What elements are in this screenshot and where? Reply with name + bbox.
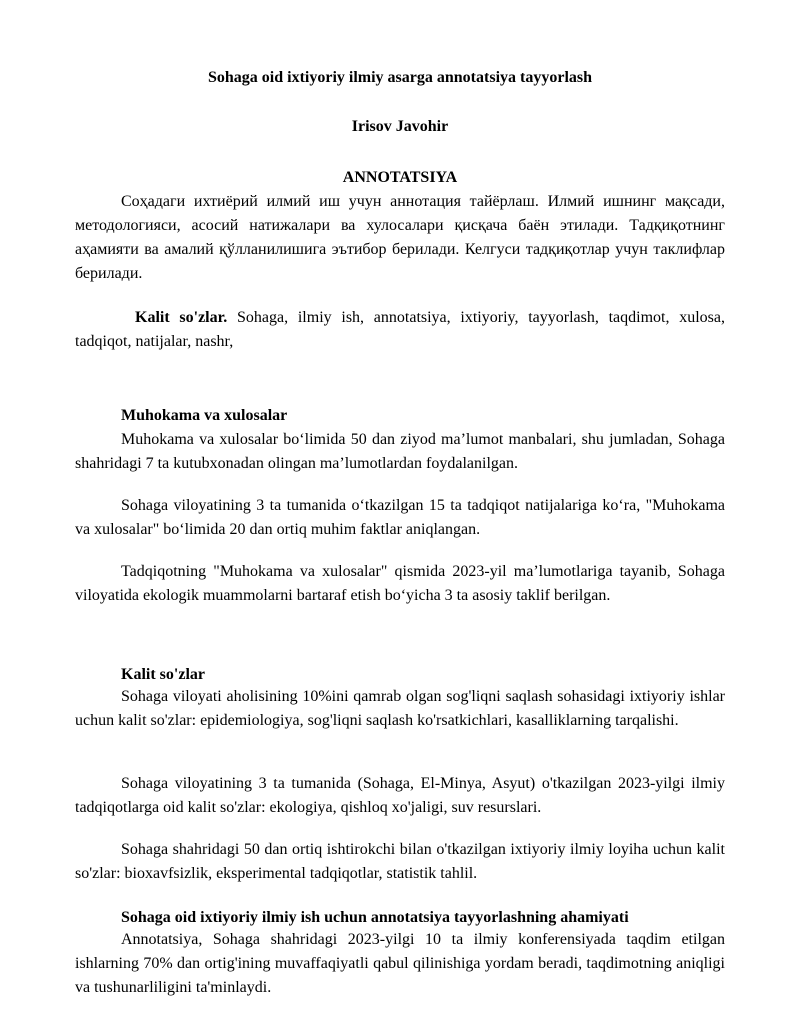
keywords-label: Kalit so'zlar. bbox=[135, 309, 228, 326]
keywords-section-paragraph: Sohaga viloyati aholisining 10%ini qamrab olgan sog'liqni saqlash sohasidagi ixtiyoriy ishlar uchun kalit so'zlar: epidemiologiya, sog'liqni saqlash ko'rsatkichlari, kasalliklarning tarqalishi. bbox=[75, 688, 725, 729]
keywords-section-paragraph: Sohaga viloyatining 3 ta tumanida (Sohaga, El-Minya, Asyut) o'tkazilgan 2023-yilgi ilmiy tadqiqotlarga oid kalit so'zlar: ekologiya, qishloq xo'jaligi, suv resurslari. bbox=[75, 775, 725, 816]
document-title: Sohaga oid ixtiyoriy ilmiy asarga annotatsiya tayyorlash bbox=[207, 69, 593, 86]
keywords-heading: Kalit so'zlar bbox=[121, 666, 205, 683]
section-title-annotatsiya: ANNOTATSIYA bbox=[342, 169, 458, 186]
keywords-text: Sohaga, ilmiy ish, annotatsiya, ixtiyoriy, tayyorlash, taqdimot, xulosa, tadqiqot, natijalar, nashr, bbox=[75, 309, 726, 350]
abstract-paragraph: Соҳадаги ихтиёрий илмий иш учун аннотация тайёрлаш. Илмий ишнинг мақсади, методологияси, асосий натижалари ва хулосалари қисқача баён этилади. Тадқиқотнинг аҳамияти ва амалий қўлланилишига эътибор берилади. Келгуси тадқиқотлар учун таклифлар берилади. bbox=[75, 193, 725, 282]
author-name: Irisov Javohir bbox=[351, 118, 449, 135]
keywords-paragraph bbox=[75, 306, 725, 354]
discussion-paragraph: Tadqiqotning "Muhokama va xulosalar" qismida 2023-yil maʼlumotlariga tayanib, Sohaga viloyatida ekologik muammolarni bartaraf etish boʻyicha 3 ta asosiy taklif berilgan. bbox=[75, 563, 725, 604]
importance-paragraph: Annotatsiya, Sohaga shahridagi 2023-yilgi 10 ta ilmiy konferensiyada taqdim etilgan ishlarning 70% dan ortig'ining muvaffaqiyatli qabul qilinishiga yordam beradi, taqdimotning aniqligi va tushunarliligini ta'minlaydi. bbox=[75, 931, 725, 996]
keywords-section-paragraph: Sohaga shahridagi 50 dan ortiq ishtirokchi bilan o'tkazilgan ixtiyoriy ilmiy loyiha uchun kalit so'zlar: bioxavfsizlik, eksperimental tadqiqotlar, statistik tahlil. bbox=[75, 841, 725, 882]
discussion-paragraph: Sohaga viloyatining 3 ta tumanida oʻtkazilgan 15 ta tadqiqot natijalariga koʻra, "Muhokama va xulosalar" boʻlimida 20 dan ortiq muhim faktlar aniqlangan. bbox=[75, 497, 725, 538]
discussion-heading: Muhokama va xulosalar bbox=[121, 407, 288, 424]
importance-heading: Sohaga oid ixtiyoriy ilmiy ish uchun annotatsiya tayyorlashning ahamiyati bbox=[121, 909, 629, 926]
discussion-paragraph: Muhokama va xulosalar boʻlimida 50 dan ziyod maʼlumot manbalari, shu jumladan, Sohaga shahridagi 7 ta kutubxonadan olingan maʼlumotlardan foydalanilgan. bbox=[75, 431, 725, 472]
